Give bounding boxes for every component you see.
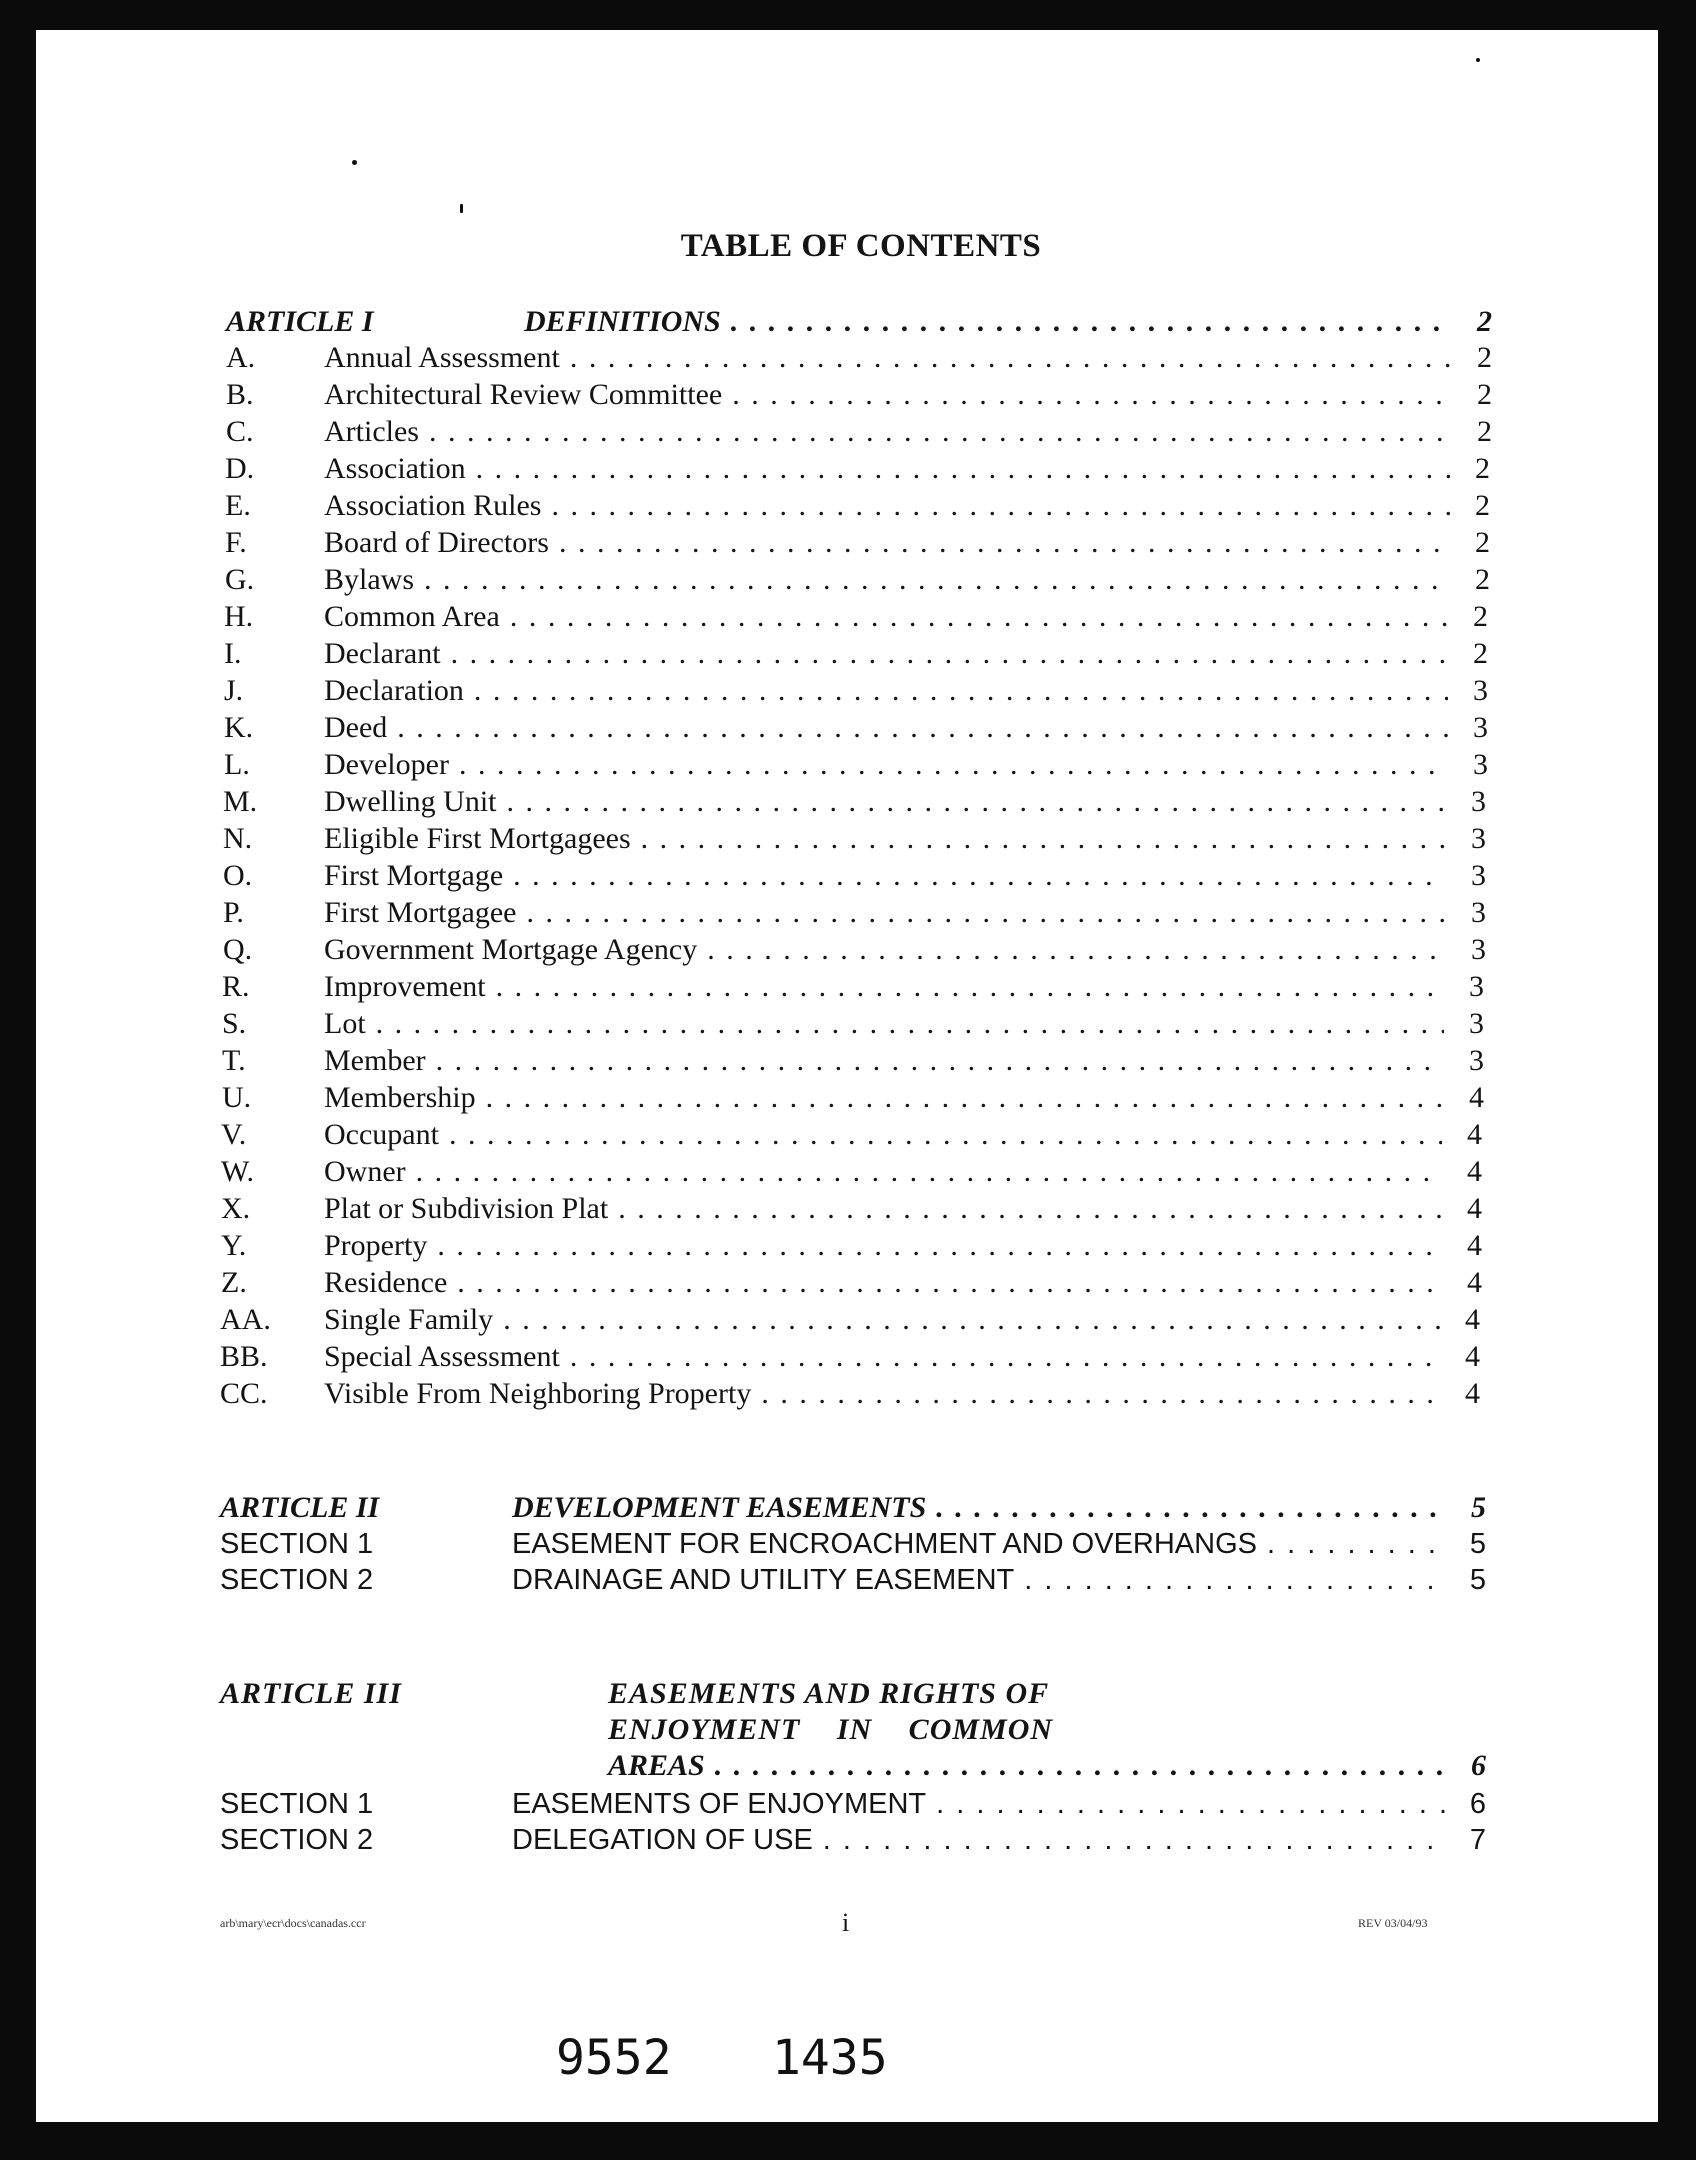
section-title: EASEMENT FOR ENCROACHMENT AND OVERHANGS bbox=[512, 1528, 1257, 1560]
entry-label: A. bbox=[226, 341, 256, 374]
entry-label: T. bbox=[222, 1044, 246, 1077]
section-label: SECTION 2 bbox=[220, 1824, 374, 1856]
page-number: 5 bbox=[1469, 1528, 1486, 1560]
page-number: 3 bbox=[1471, 859, 1486, 892]
entry-title: First Mortgagee bbox=[324, 896, 517, 929]
article-label: ARTICLE I bbox=[226, 305, 374, 338]
toc-article-2 bbox=[220, 1490, 1486, 1526]
entry-title: Eligible First Mortgagees bbox=[324, 822, 631, 855]
section-title: DRAINAGE AND UTILITY EASEMENT bbox=[512, 1564, 1015, 1596]
entry-label: Z. bbox=[221, 1266, 247, 1299]
page-number: 3 bbox=[1471, 933, 1486, 966]
dot-leader bbox=[732, 377, 1452, 413]
dot-leader bbox=[459, 747, 1448, 783]
entry-title: Declaration bbox=[324, 674, 464, 707]
entry-title: First Mortgage bbox=[324, 859, 504, 892]
footer-page-number: i bbox=[842, 1908, 850, 1937]
toc-entry bbox=[223, 821, 1486, 857]
dot-leader bbox=[707, 932, 1446, 968]
page-number: 2 bbox=[1475, 563, 1490, 596]
page-number: 3 bbox=[1469, 1044, 1484, 1077]
page-number: 3 bbox=[1471, 896, 1486, 929]
entry-title: Government Mortgage Agency bbox=[324, 933, 698, 966]
page-number: 4 bbox=[1465, 1377, 1480, 1410]
dot-leader bbox=[429, 414, 1452, 450]
section-title: EASEMENTS OF ENJOYMENT bbox=[512, 1788, 927, 1820]
page-number: 4 bbox=[1467, 1229, 1482, 1262]
entry-label: P. bbox=[223, 896, 244, 929]
article-title: DEFINITIONS bbox=[524, 305, 721, 338]
dot-leader bbox=[570, 1339, 1440, 1375]
toc-entry bbox=[221, 1117, 1482, 1153]
page-number: 2 bbox=[1473, 637, 1488, 670]
page-number: 2 bbox=[1475, 489, 1490, 522]
dot-leader bbox=[823, 1822, 1446, 1858]
entry-title: Association bbox=[324, 452, 466, 485]
entry-title: Annual Assessment bbox=[324, 341, 560, 374]
page-number: 4 bbox=[1467, 1266, 1482, 1299]
entry-label: S. bbox=[222, 1007, 247, 1040]
toc-entry bbox=[221, 1228, 1482, 1264]
dot-leader bbox=[397, 710, 1448, 746]
dot-leader bbox=[416, 1154, 1442, 1190]
section-label: SECTION 1 bbox=[220, 1528, 374, 1560]
toc-entry bbox=[222, 1043, 1484, 1079]
dot-leader bbox=[424, 562, 1450, 598]
dot-leader bbox=[570, 340, 1452, 376]
page-number: 3 bbox=[1469, 1007, 1484, 1040]
toc-entry bbox=[222, 1006, 1484, 1042]
entry-title: Occupant bbox=[324, 1118, 439, 1151]
entry-label: D. bbox=[225, 452, 255, 485]
entry-label: O. bbox=[223, 859, 253, 892]
entry-title: Declarant bbox=[324, 637, 441, 670]
article-3-title-line-1: EASEMENTS AND RIGHTS OF bbox=[608, 1677, 1050, 1710]
entry-label: F. bbox=[225, 526, 247, 559]
entry-label: C. bbox=[226, 415, 254, 448]
toc-section bbox=[220, 1562, 1486, 1598]
dot-leader bbox=[936, 1490, 1446, 1526]
page-number: 2 bbox=[1475, 526, 1490, 559]
scan-speck bbox=[352, 160, 357, 165]
entry-label: CC. bbox=[220, 1377, 268, 1410]
entry-label: X. bbox=[221, 1192, 251, 1225]
entry-title: Architectural Review Committee bbox=[324, 378, 723, 411]
section-title: DELEGATION OF USE bbox=[512, 1824, 813, 1856]
article-3-title-line-2: ENJOYMENT IN COMMON bbox=[608, 1713, 1054, 1746]
entry-label: B. bbox=[226, 378, 254, 411]
entry-label: W. bbox=[221, 1155, 255, 1188]
dot-leader bbox=[503, 1302, 1440, 1338]
entry-label: N. bbox=[223, 822, 253, 855]
footer-file-path: arb\mary\ecr\docs\canadas.ccr bbox=[220, 1916, 366, 1930]
page-number: 2 bbox=[1477, 415, 1492, 448]
entry-title: Single Family bbox=[324, 1303, 494, 1336]
dot-leader bbox=[513, 858, 1446, 894]
entry-title: Plat or Subdivision Plat bbox=[324, 1192, 609, 1225]
scan-speck bbox=[1476, 58, 1480, 62]
page-number: 2 bbox=[1477, 341, 1492, 374]
page-number: 4 bbox=[1467, 1118, 1482, 1151]
page-number: 3 bbox=[1473, 674, 1488, 707]
page-number: 6 bbox=[1471, 1749, 1486, 1782]
toc-entry bbox=[224, 636, 1488, 672]
recording-book-number: 9552 bbox=[556, 2030, 672, 2086]
dot-leader bbox=[486, 1080, 1444, 1116]
dot-leader bbox=[510, 599, 1448, 635]
toc-article-3 bbox=[608, 1748, 1486, 1784]
page-number: 3 bbox=[1473, 748, 1488, 781]
entry-label: L. bbox=[224, 748, 250, 781]
toc-entry bbox=[226, 340, 1492, 376]
toc-section bbox=[220, 1822, 1486, 1858]
dot-leader bbox=[559, 525, 1450, 561]
entry-label: J. bbox=[224, 674, 244, 707]
dot-leader bbox=[474, 673, 1448, 709]
dot-leader bbox=[437, 1228, 1442, 1264]
toc-entry bbox=[225, 525, 1490, 561]
toc-entry bbox=[221, 1265, 1482, 1301]
page-number: 2 bbox=[1477, 378, 1492, 411]
document-title: TABLE OF CONTENTS bbox=[680, 228, 1042, 264]
toc-entry bbox=[225, 451, 1490, 487]
toc-section bbox=[220, 1786, 1486, 1822]
dot-leader bbox=[1024, 1562, 1446, 1598]
page-number: 6 bbox=[1469, 1788, 1486, 1820]
dot-leader bbox=[641, 821, 1446, 857]
entry-title: Improvement bbox=[324, 970, 486, 1003]
entry-title: Common Area bbox=[324, 600, 500, 633]
toc-entry bbox=[221, 1191, 1482, 1227]
page-number: 3 bbox=[1471, 822, 1486, 855]
toc-entry bbox=[221, 1154, 1482, 1190]
page-number: 4 bbox=[1467, 1192, 1482, 1225]
page-number: 3 bbox=[1469, 970, 1484, 1003]
entry-label: U. bbox=[222, 1081, 252, 1114]
dot-leader bbox=[451, 636, 1448, 672]
entry-label: Q. bbox=[223, 933, 253, 966]
scan-speck bbox=[460, 204, 463, 213]
section-label: SECTION 2 bbox=[220, 1564, 374, 1596]
article-3-label: ARTICLE III bbox=[220, 1677, 402, 1710]
page-number: 7 bbox=[1469, 1824, 1486, 1856]
toc-entry bbox=[225, 488, 1490, 524]
toc-entry bbox=[223, 932, 1486, 968]
entry-title: Articles bbox=[324, 415, 419, 448]
entry-title: Developer bbox=[324, 748, 449, 781]
entry-label: Y. bbox=[221, 1229, 247, 1262]
dot-leader bbox=[476, 451, 1450, 487]
article-title-line-3: AREAS bbox=[608, 1749, 705, 1782]
entry-label: I. bbox=[224, 637, 242, 670]
entry-label: K. bbox=[224, 711, 254, 744]
page-number: 4 bbox=[1465, 1303, 1480, 1336]
dot-leader bbox=[457, 1265, 1442, 1301]
entry-title: Owner bbox=[324, 1155, 406, 1188]
dot-leader bbox=[496, 969, 1444, 1005]
entry-title: Association Rules bbox=[324, 489, 542, 522]
dot-leader bbox=[526, 895, 1446, 931]
entry-label: H. bbox=[224, 600, 254, 633]
entry-title: Lot bbox=[324, 1007, 366, 1040]
dot-leader bbox=[552, 488, 1451, 524]
page-number: 4 bbox=[1465, 1340, 1480, 1373]
toc-entry bbox=[223, 858, 1486, 894]
page-number: 3 bbox=[1471, 785, 1486, 818]
entry-label: E. bbox=[225, 489, 251, 522]
article-label: ARTICLE II bbox=[220, 1491, 380, 1524]
dot-leader bbox=[449, 1117, 1442, 1153]
footer-revision-date: REV 03/04/93 bbox=[1358, 1916, 1428, 1930]
toc-entry bbox=[226, 414, 1492, 450]
entry-label: V. bbox=[221, 1118, 247, 1151]
entry-label: G. bbox=[225, 563, 255, 596]
page-number: 3 bbox=[1473, 711, 1488, 744]
dot-leader bbox=[618, 1191, 1442, 1227]
dot-leader bbox=[436, 1043, 1444, 1079]
toc-entry bbox=[223, 784, 1486, 820]
toc-entry bbox=[220, 1376, 1480, 1412]
entry-title: Bylaws bbox=[324, 563, 414, 596]
page-number: 5 bbox=[1469, 1564, 1486, 1596]
toc-entry bbox=[224, 747, 1488, 783]
section-label: SECTION 1 bbox=[220, 1788, 374, 1820]
entry-title: Board of Directors bbox=[324, 526, 549, 559]
entry-title: Property bbox=[324, 1229, 428, 1262]
toc-entry bbox=[220, 1302, 1480, 1338]
page-number: 2 bbox=[1477, 305, 1492, 338]
entry-title: Member bbox=[324, 1044, 426, 1077]
toc-article-1 bbox=[226, 304, 1492, 340]
toc-entry bbox=[224, 673, 1488, 709]
toc-entry bbox=[226, 377, 1492, 413]
toc-entry bbox=[224, 599, 1488, 635]
dot-leader bbox=[715, 1748, 1446, 1784]
toc-entry bbox=[220, 1339, 1480, 1375]
dot-leader bbox=[376, 1006, 1444, 1042]
page-number: 4 bbox=[1467, 1155, 1482, 1188]
toc-section bbox=[220, 1526, 1486, 1562]
entry-label: R. bbox=[222, 970, 250, 1003]
entry-title: Residence bbox=[324, 1266, 448, 1299]
entry-title: Membership bbox=[324, 1081, 476, 1114]
entry-title: Visible From Neighboring Property bbox=[324, 1377, 752, 1410]
entry-title: Dwelling Unit bbox=[324, 785, 497, 818]
entry-label: BB. bbox=[220, 1340, 268, 1373]
dot-leader bbox=[936, 1786, 1446, 1822]
page-number: 2 bbox=[1475, 452, 1490, 485]
page-number: 4 bbox=[1469, 1081, 1484, 1114]
entry-label: AA. bbox=[220, 1303, 271, 1336]
dot-leader bbox=[731, 304, 1452, 340]
entry-title: Special Assessment bbox=[324, 1340, 560, 1373]
page-number: 2 bbox=[1473, 600, 1488, 633]
toc-entry bbox=[222, 969, 1484, 1005]
recording-page-number: 1435 bbox=[772, 2030, 888, 2086]
dot-leader bbox=[761, 1376, 1440, 1412]
page-number: 5 bbox=[1471, 1491, 1486, 1524]
dot-leader bbox=[1267, 1526, 1446, 1562]
toc-entry bbox=[225, 562, 1490, 598]
toc-entry bbox=[223, 895, 1486, 931]
entry-label: M. bbox=[223, 785, 258, 818]
toc-entry bbox=[224, 710, 1488, 746]
article-title: DEVELOPMENT EASEMENTS bbox=[512, 1491, 927, 1524]
toc-entry bbox=[222, 1080, 1484, 1116]
dot-leader bbox=[507, 784, 1447, 820]
entry-title: Deed bbox=[324, 711, 388, 744]
